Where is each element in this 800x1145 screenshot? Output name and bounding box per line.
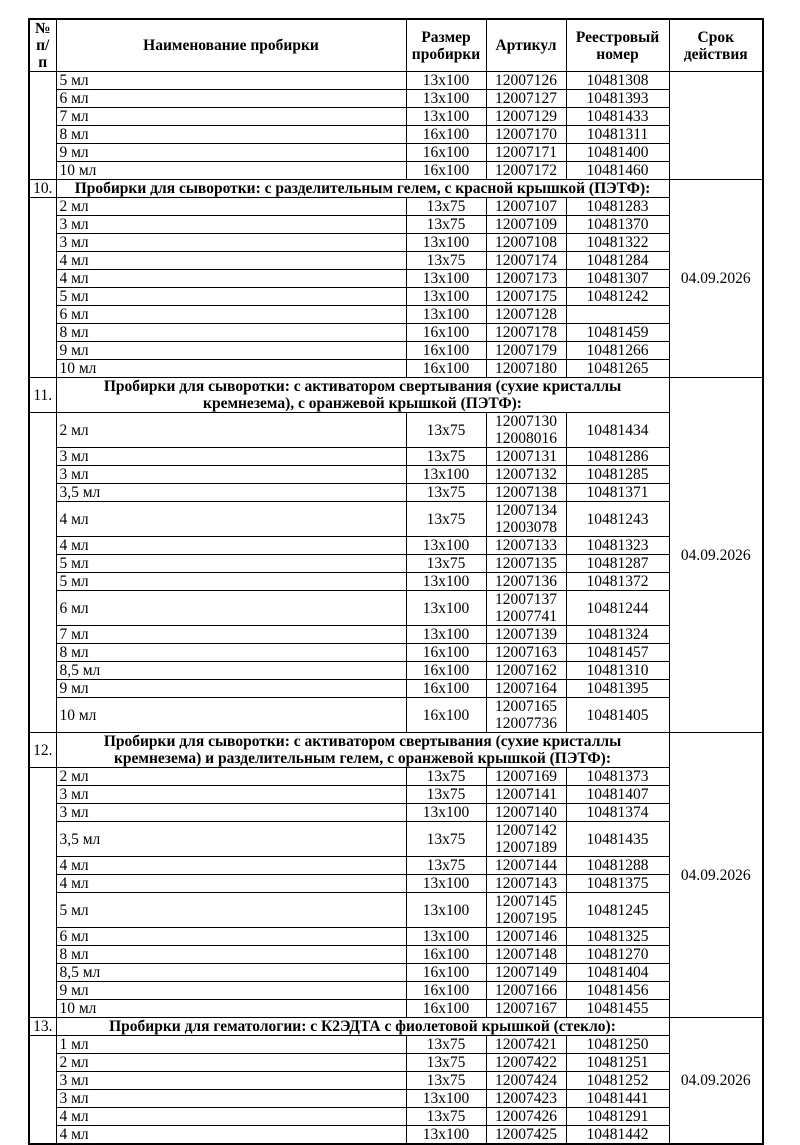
cell-registry: 10481242 <box>566 288 669 306</box>
col-header-size: Размер пробирки <box>406 19 486 72</box>
cell-name: 8 мл <box>56 126 406 144</box>
table-row <box>29 875 763 893</box>
cell-name: 8,5 мл <box>56 662 406 680</box>
cell-article: 12007162 <box>486 662 566 680</box>
cell-size: 13x100 <box>406 466 486 484</box>
cell-name: 4 мл <box>56 502 406 537</box>
cell-article: 12007164 <box>486 680 566 698</box>
cell-article: 12007132 <box>486 466 566 484</box>
cell-size: 13x75 <box>406 1036 486 1054</box>
table-row <box>29 324 763 342</box>
cell-article: 12007127 <box>486 90 566 108</box>
cell-expiry: 04.09.2026 <box>669 378 763 733</box>
cell-registry: 10481323 <box>566 537 669 555</box>
cell-size: 13x100 <box>406 270 486 288</box>
table-row <box>29 288 763 306</box>
cell-name: 4 мл <box>56 252 406 270</box>
cell-article: 12007424 <box>486 1072 566 1090</box>
cell-registry: 10481311 <box>566 126 669 144</box>
section-header-row <box>29 180 763 198</box>
cell-size: 13x75 <box>406 1072 486 1090</box>
cell-registry <box>566 306 669 324</box>
cell-article: 12007108 <box>486 234 566 252</box>
cell-size: 16x100 <box>406 946 486 964</box>
cell-registry: 10481251 <box>566 1054 669 1072</box>
cell-name: 3 мл <box>56 804 406 822</box>
cell-article: 12007140 <box>486 804 566 822</box>
cell-name: 10 мл <box>56 698 406 733</box>
cell-name: 3 мл <box>56 1090 406 1108</box>
table-row <box>29 573 763 591</box>
cell-registry: 10481284 <box>566 252 669 270</box>
cell-article: 12007173 <box>486 270 566 288</box>
cell-article: 12007129 <box>486 108 566 126</box>
cell-size: 13x75 <box>406 216 486 234</box>
section-header-row <box>29 1018 763 1036</box>
table-row <box>29 162 763 180</box>
table-row <box>29 342 763 360</box>
table-row <box>29 626 763 644</box>
section-number: 13. <box>29 1018 56 1036</box>
table-header-row <box>29 19 763 72</box>
cell-registry: 10481283 <box>566 198 669 216</box>
cell-registry: 10481372 <box>566 573 669 591</box>
cell-size: 16x100 <box>406 342 486 360</box>
cell-registry: 10481460 <box>566 162 669 180</box>
cell-expiry: 04.09.2026 <box>669 1018 763 1145</box>
tube-registry-table <box>28 18 764 1145</box>
cell-size: 16x100 <box>406 698 486 733</box>
section-number-spacer <box>29 413 56 733</box>
cell-article: 12007126 <box>486 72 566 90</box>
cell-size: 13x100 <box>406 537 486 555</box>
cell-size: 13x100 <box>406 893 486 928</box>
cell-size: 13x75 <box>406 768 486 786</box>
cell-article: 12007170 <box>486 126 566 144</box>
section-title: Пробирки для гематологии: с К2ЭДТА с фиолетовой крышкой (стекло): <box>56 1018 669 1036</box>
table-row <box>29 144 763 162</box>
cell-article: 12007167 <box>486 1000 566 1018</box>
table-row <box>29 216 763 234</box>
cell-size: 16x100 <box>406 162 486 180</box>
cell-name: 9 мл <box>56 982 406 1000</box>
cell-expiry: 04.09.2026 <box>669 180 763 378</box>
cell-name: 4 мл <box>56 1126 406 1145</box>
cell-name: 2 мл <box>56 198 406 216</box>
cell-name: 5 мл <box>56 288 406 306</box>
cell-name: 4 мл <box>56 857 406 875</box>
cell-size: 13x75 <box>406 555 486 573</box>
table-row <box>29 1126 763 1145</box>
cell-name: 9 мл <box>56 144 406 162</box>
cell-name: 5 мл <box>56 72 406 90</box>
cell-article: 12007422 <box>486 1054 566 1072</box>
cell-article: 12007146 <box>486 928 566 946</box>
cell-size: 13x75 <box>406 252 486 270</box>
cell-registry: 10481324 <box>566 626 669 644</box>
cell-size: 16x100 <box>406 680 486 698</box>
cell-size: 16x100 <box>406 982 486 1000</box>
cell-name: 6 мл <box>56 928 406 946</box>
cell-registry: 10481250 <box>566 1036 669 1054</box>
cell-registry: 10481266 <box>566 342 669 360</box>
cell-registry: 10481375 <box>566 875 669 893</box>
table-row <box>29 857 763 875</box>
cell-expiry <box>669 72 763 180</box>
section-number-spacer <box>29 768 56 1018</box>
cell-article: 12007130 12008016 <box>486 413 566 448</box>
table-row <box>29 1108 763 1126</box>
cell-registry: 10481459 <box>566 324 669 342</box>
cell-registry: 10481370 <box>566 216 669 234</box>
cell-name: 2 мл <box>56 1054 406 1072</box>
cell-size: 13x75 <box>406 786 486 804</box>
cell-name: 5 мл <box>56 555 406 573</box>
cell-article: 12007423 <box>486 1090 566 1108</box>
cell-article: 12007179 <box>486 342 566 360</box>
cell-size: 13x75 <box>406 484 486 502</box>
cell-size: 13x100 <box>406 90 486 108</box>
cell-size: 13x75 <box>406 857 486 875</box>
table-row <box>29 698 763 733</box>
cell-name: 3 мл <box>56 1072 406 1090</box>
table-row <box>29 1090 763 1108</box>
section-number: 10. <box>29 180 56 198</box>
cell-size: 13x75 <box>406 413 486 448</box>
cell-article: 12007138 <box>486 484 566 502</box>
cell-size: 16x100 <box>406 360 486 378</box>
cell-name: 2 мл <box>56 768 406 786</box>
cell-article: 12007149 <box>486 964 566 982</box>
cell-registry: 10481285 <box>566 466 669 484</box>
cell-name: 5 мл <box>56 573 406 591</box>
cell-size: 13x100 <box>406 573 486 591</box>
cell-name: 2 мл <box>56 413 406 448</box>
cell-registry: 10481395 <box>566 680 669 698</box>
cell-size: 13x100 <box>406 928 486 946</box>
cell-article: 12007109 <box>486 216 566 234</box>
cell-name: 9 мл <box>56 342 406 360</box>
cell-article: 12007139 <box>486 626 566 644</box>
cell-name: 3 мл <box>56 234 406 252</box>
cell-registry: 10481442 <box>566 1126 669 1145</box>
cell-registry: 10481310 <box>566 662 669 680</box>
table-row <box>29 198 763 216</box>
cell-registry: 10481371 <box>566 484 669 502</box>
cell-registry: 10481308 <box>566 72 669 90</box>
cell-size: 13x100 <box>406 108 486 126</box>
cell-registry: 10481374 <box>566 804 669 822</box>
cell-article: 12007178 <box>486 324 566 342</box>
cell-article: 12007426 <box>486 1108 566 1126</box>
cell-registry: 10481441 <box>566 1090 669 1108</box>
cell-article: 12007166 <box>486 982 566 1000</box>
col-header-row-number: № п/п <box>29 19 56 72</box>
table-row <box>29 72 763 90</box>
col-header-name: Наименование пробирки <box>56 19 406 72</box>
cell-registry: 10481291 <box>566 1108 669 1126</box>
cell-size: 16x100 <box>406 662 486 680</box>
cell-name: 7 мл <box>56 108 406 126</box>
cell-name: 8 мл <box>56 946 406 964</box>
cell-registry: 10481325 <box>566 928 669 946</box>
cell-name: 3 мл <box>56 786 406 804</box>
cell-registry: 10481322 <box>566 234 669 252</box>
cell-size: 13x100 <box>406 591 486 626</box>
cell-size: 13x75 <box>406 822 486 857</box>
table-row <box>29 484 763 502</box>
cell-size: 13x100 <box>406 1090 486 1108</box>
table-row <box>29 946 763 964</box>
cell-size: 13x75 <box>406 1108 486 1126</box>
table-row <box>29 448 763 466</box>
section-header-row <box>29 733 763 768</box>
cell-name: 4 мл <box>56 537 406 555</box>
section-number-spacer <box>29 72 56 180</box>
cell-size: 13x75 <box>406 448 486 466</box>
cell-registry: 10481407 <box>566 786 669 804</box>
cell-name: 3,5 мл <box>56 484 406 502</box>
cell-registry: 10481287 <box>566 555 669 573</box>
cell-name: 3,5 мл <box>56 822 406 857</box>
cell-size: 16x100 <box>406 126 486 144</box>
table-row <box>29 786 763 804</box>
cell-registry: 10481286 <box>566 448 669 466</box>
cell-size: 16x100 <box>406 1000 486 1018</box>
table-row <box>29 964 763 982</box>
cell-size: 13x100 <box>406 234 486 252</box>
cell-size: 16x100 <box>406 324 486 342</box>
cell-name: 10 мл <box>56 360 406 378</box>
cell-registry: 10481400 <box>566 144 669 162</box>
table-row <box>29 502 763 537</box>
table-row <box>29 680 763 698</box>
table-row <box>29 537 763 555</box>
cell-registry: 10481455 <box>566 1000 669 1018</box>
cell-article: 12007137 12007741 <box>486 591 566 626</box>
cell-article: 12007143 <box>486 875 566 893</box>
cell-registry: 10481373 <box>566 768 669 786</box>
table-row <box>29 413 763 448</box>
cell-name: 6 мл <box>56 591 406 626</box>
cell-size: 16x100 <box>406 644 486 662</box>
cell-name: 6 мл <box>56 306 406 324</box>
cell-name: 6 мл <box>56 90 406 108</box>
cell-size: 13x100 <box>406 804 486 822</box>
cell-article: 12007141 <box>486 786 566 804</box>
section-number-spacer <box>29 1036 56 1145</box>
cell-registry: 10481265 <box>566 360 669 378</box>
table-row <box>29 662 763 680</box>
cell-article: 12007133 <box>486 537 566 555</box>
cell-article: 12007136 <box>486 573 566 591</box>
cell-name: 8,5 мл <box>56 964 406 982</box>
cell-article: 12007131 <box>486 448 566 466</box>
cell-registry: 10481307 <box>566 270 669 288</box>
cell-size: 13x100 <box>406 288 486 306</box>
col-header-registry: Реестровый номер <box>566 19 669 72</box>
table-row <box>29 252 763 270</box>
table-row <box>29 644 763 662</box>
table-row <box>29 1072 763 1090</box>
section-title: Пробирки для сыворотки: с активатором свертывания (сухие кристаллы кремнезема), с оранжевой крышкой (ПЭТФ): <box>56 378 669 413</box>
cell-article: 12007107 <box>486 198 566 216</box>
cell-registry: 10481433 <box>566 108 669 126</box>
cell-name: 4 мл <box>56 270 406 288</box>
cell-name: 8 мл <box>56 324 406 342</box>
cell-size: 13x75 <box>406 198 486 216</box>
cell-name: 10 мл <box>56 162 406 180</box>
section-number: 11. <box>29 378 56 413</box>
cell-article: 12007148 <box>486 946 566 964</box>
cell-article: 12007175 <box>486 288 566 306</box>
cell-registry: 10481405 <box>566 698 669 733</box>
cell-registry: 10481435 <box>566 822 669 857</box>
table-row <box>29 982 763 1000</box>
cell-article: 12007144 <box>486 857 566 875</box>
cell-article: 12007174 <box>486 252 566 270</box>
table-row <box>29 90 763 108</box>
table-row <box>29 126 763 144</box>
table-row <box>29 306 763 324</box>
cell-article: 12007169 <box>486 768 566 786</box>
cell-name: 9 мл <box>56 680 406 698</box>
cell-article: 12007135 <box>486 555 566 573</box>
cell-article: 12007163 <box>486 644 566 662</box>
section-title: Пробирки для сыворотки: с активатором свертывания (сухие кристаллы кремнезема) и разделительным гелем, с оранжевой крышкой (ПЭТФ): <box>56 733 669 768</box>
cell-registry: 10481245 <box>566 893 669 928</box>
section-number: 12. <box>29 733 56 768</box>
cell-size: 13x75 <box>406 1054 486 1072</box>
cell-size: 16x100 <box>406 964 486 982</box>
cell-registry: 10481456 <box>566 982 669 1000</box>
table-row <box>29 591 763 626</box>
cell-article: 12007171 <box>486 144 566 162</box>
cell-size: 16x100 <box>406 144 486 162</box>
cell-registry: 10481434 <box>566 413 669 448</box>
table-row <box>29 270 763 288</box>
cell-registry: 10481252 <box>566 1072 669 1090</box>
cell-registry: 10481393 <box>566 90 669 108</box>
table-row <box>29 108 763 126</box>
cell-name: 5 мл <box>56 893 406 928</box>
table-row <box>29 555 763 573</box>
cell-article: 12007128 <box>486 306 566 324</box>
table-row <box>29 822 763 857</box>
cell-article: 12007145 12007195 <box>486 893 566 928</box>
section-header-row <box>29 378 763 413</box>
cell-size: 13x100 <box>406 1126 486 1145</box>
cell-article: 12007425 <box>486 1126 566 1145</box>
table-row <box>29 1054 763 1072</box>
table-row <box>29 1036 763 1054</box>
cell-size: 13x100 <box>406 306 486 324</box>
cell-name: 10 мл <box>56 1000 406 1018</box>
cell-article: 12007165 12007736 <box>486 698 566 733</box>
cell-size: 13x75 <box>406 502 486 537</box>
section-number-spacer <box>29 198 56 378</box>
cell-article: 12007172 <box>486 162 566 180</box>
table-row <box>29 768 763 786</box>
cell-article: 12007421 <box>486 1036 566 1054</box>
cell-registry: 10481288 <box>566 857 669 875</box>
cell-size: 13x100 <box>406 72 486 90</box>
cell-size: 13x100 <box>406 875 486 893</box>
cell-name: 4 мл <box>56 875 406 893</box>
cell-name: 8 мл <box>56 644 406 662</box>
cell-article: 12007134 12003078 <box>486 502 566 537</box>
cell-name: 4 мл <box>56 1108 406 1126</box>
table-row <box>29 466 763 484</box>
col-header-expiry: Срок действия <box>669 19 763 72</box>
col-header-article: Артикул <box>486 19 566 72</box>
cell-name: 3 мл <box>56 216 406 234</box>
cell-article: 12007180 <box>486 360 566 378</box>
cell-name: 7 мл <box>56 626 406 644</box>
cell-registry: 10481457 <box>566 644 669 662</box>
cell-registry: 10481270 <box>566 946 669 964</box>
table-row <box>29 1000 763 1018</box>
cell-registry: 10481404 <box>566 964 669 982</box>
section-title: Пробирки для сыворотки: с разделительным гелем, с красной крышкой (ПЭТФ): <box>56 180 669 198</box>
table-row <box>29 928 763 946</box>
cell-name: 1 мл <box>56 1036 406 1054</box>
cell-size: 13x100 <box>406 626 486 644</box>
cell-expiry: 04.09.2026 <box>669 733 763 1018</box>
table-row <box>29 804 763 822</box>
cell-article: 12007142 12007189 <box>486 822 566 857</box>
cell-name: 3 мл <box>56 448 406 466</box>
cell-name: 3 мл <box>56 466 406 484</box>
table-row <box>29 893 763 928</box>
table-row <box>29 234 763 252</box>
cell-registry: 10481243 <box>566 502 669 537</box>
table-row <box>29 360 763 378</box>
cell-registry: 10481244 <box>566 591 669 626</box>
